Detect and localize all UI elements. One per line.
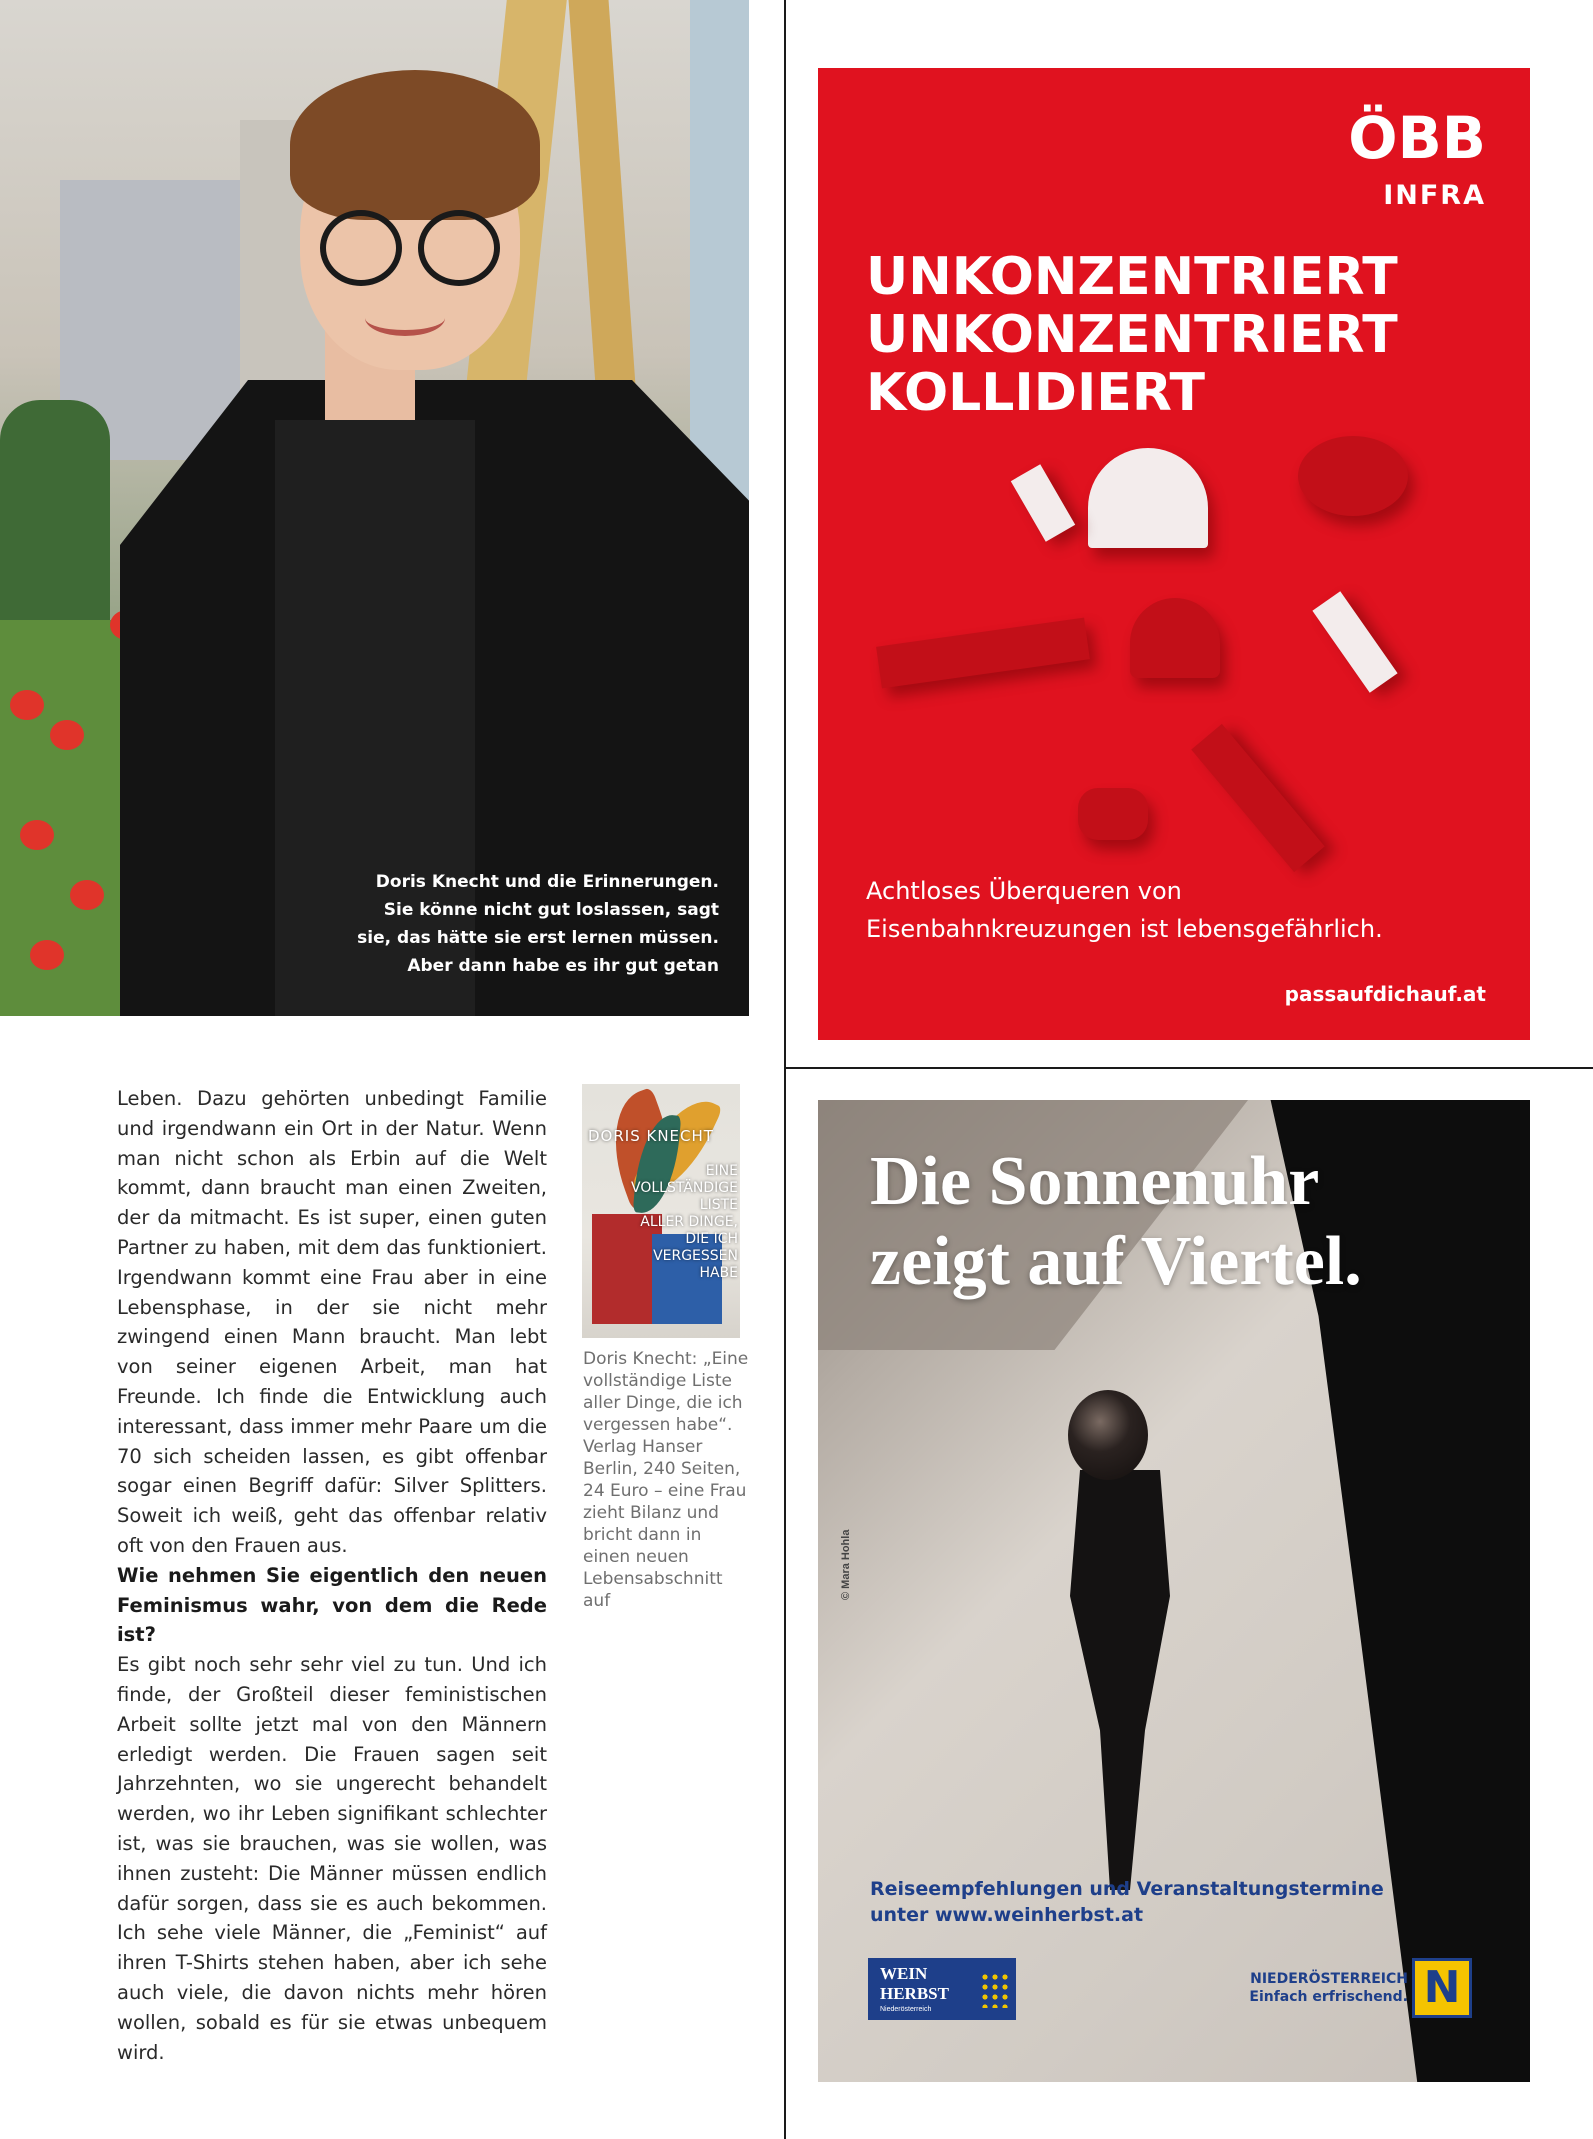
book-cover-text <box>588 1128 738 1282</box>
subline-line: Achtloses Überqueren von <box>866 877 1182 905</box>
flower <box>50 720 84 750</box>
headline-line: UNKONZENTRIERT <box>866 305 1398 365</box>
info-link[interactable]: unter www.weinherbst.at <box>870 1904 1144 1926</box>
region-logo: N <box>1412 1958 1472 2018</box>
weinherbst-advertisement[interactable] <box>818 1100 1530 2082</box>
portrait-photo <box>0 0 749 1016</box>
headline-line: Die Sonnenuhr <box>870 1143 1320 1220</box>
flower <box>10 690 44 720</box>
toy-block <box>1298 436 1408 516</box>
region-label <box>1228 1970 1408 2006</box>
sundial-ball <box>1068 1390 1148 1480</box>
book-cover <box>582 1084 740 1338</box>
weinherbst-headline <box>870 1142 1362 1302</box>
article-body <box>117 1084 547 2067</box>
photo-credit: © Mara Hohla <box>840 1529 852 1600</box>
person-smile <box>365 300 445 336</box>
headline-line: KOLLIDIERT <box>866 363 1205 423</box>
weinherbst-info[interactable] <box>870 1876 1384 1928</box>
person-hair <box>290 70 540 220</box>
flower <box>20 820 54 850</box>
book-cover-title-line: DIE ICH <box>685 1231 738 1247</box>
toy-block <box>1078 788 1148 840</box>
logo-line: WEIN <box>880 1964 928 1983</box>
caption-line: Aber dann habe es ihr gut getan <box>407 956 719 976</box>
book-cover-title-line: ALLER DINGE, <box>640 1214 738 1230</box>
bottle-shadow <box>1070 1470 1170 1890</box>
flower <box>30 940 64 970</box>
grape-icon <box>980 1972 1008 2008</box>
caption-line: Doris Knecht und die Erinnerungen. <box>375 872 719 892</box>
flower <box>70 880 104 910</box>
book-cover-title-line: VERGESSEN <box>653 1248 738 1264</box>
headline-line: zeigt auf Viertel. <box>870 1223 1362 1300</box>
logo-line: Niederösterreich <box>880 2006 932 2013</box>
glasses-icon <box>320 210 402 286</box>
obb-infra-label: INFRA <box>1383 180 1486 211</box>
logo-line: HERBST <box>880 1984 949 2003</box>
obb-url-link[interactable]: passaufdichauf.at <box>1284 982 1486 1006</box>
book-cover-title-line: LISTE <box>699 1197 738 1213</box>
region-slogan: Einfach erfrischend. <box>1249 1989 1408 2005</box>
toy-block <box>1011 464 1075 542</box>
info-line: Reiseempfehlungen und Veranstaltungstermine <box>870 1878 1384 1900</box>
weinherbst-logo <box>868 1958 1016 2020</box>
obb-subline <box>866 872 1383 948</box>
glasses-icon <box>418 210 500 286</box>
article-paragraph: Es gibt noch sehr sehr viel zu tun. Und ich finde, der Großteil dieser feministischen Arbeit sollte jetzt mal von den Männern erledigt werden. Die Frauen sagen seit Jahrzehnten, wo sie ungerecht behandelt werden, wo ihr Leben signifikant schlechter ist, was sie brauchen, was sie wollen, was ihnen zusteht: Die Männer müssen endlich dafür sorgen, dass sie es auch bekommen. Ich sehe viele Männer, die „Feminist“ auf ihren T-Shirts stehen haben, aber ich sehe auch viele, die davon nichts mehr hören wollen, sobald es für sie etwas unbequem wird. <box>117 1653 547 2064</box>
toy-block <box>1130 598 1220 678</box>
background-hedge <box>0 400 110 640</box>
book-caption: Doris Knecht: „Eine vollständige Liste aller Dinge, die ich vergessen habe“. Verlag Hanser Berlin, 240 Seiten, 24 Euro – eine Frau zieht Bilanz und bricht dann in einen neuen Lebensabschnitt auf <box>583 1349 749 1611</box>
photo-caption <box>289 868 719 980</box>
headline-line: UNKONZENTRIERT <box>866 247 1398 307</box>
obb-advertisement[interactable] <box>818 68 1530 1040</box>
toy-block <box>876 618 1090 689</box>
obb-headline <box>866 248 1398 422</box>
region-name: NIEDERÖSTERREICH <box>1250 1971 1408 1987</box>
obb-logo: ÖBB <box>1348 104 1486 172</box>
book-cover-title-line: HABE <box>699 1265 738 1281</box>
column-divider-vertical <box>784 0 786 2139</box>
toy-block <box>1088 448 1208 548</box>
book-cover-title-line: EINE <box>705 1163 738 1179</box>
book-cover-title-line: VOLLSTÄNDIGE <box>631 1180 738 1196</box>
subline-line: Eisenbahnkreuzungen ist lebensgefährlich. <box>866 915 1383 943</box>
article-paragraph: Leben. Dazu gehörten unbedingt Familie und irgendwann ein Ort in der Natur. Wenn man nicht schon als Erbin auf die Welt kommt, dann braucht man einen Zweiten, der da mitmacht. Es ist super, einen guten Partner zu haben, mit dem das funktioniert. Irgendwann kommt eine Frau aber in eine Lebensphase, in der sie nicht mehr zwingend einen Mann braucht. Man lebt von seiner eigenen Arbeit, man hat Freunde. Ich finde die Entwicklung auch interessant, dass immer mehr Paare um die 70 sich scheiden lassen, es gibt offenbar sogar einen Begriff dafür: Silver Splitters. Soweit ich weiß, geht das offenbar relativ oft von den Frauen aus. <box>117 1087 547 1557</box>
book-cover-author: DORIS KNECHT <box>588 1127 714 1145</box>
toy-block <box>1191 724 1324 872</box>
column-divider-horizontal <box>786 1067 1593 1069</box>
caption-line: sie, das hätte sie erst lernen müssen. <box>357 928 719 948</box>
caption-line: Sie könne nicht gut loslassen, sagt <box>383 900 719 920</box>
interview-question: Wie nehmen Sie eigentlich den neuen Feminismus wahr, von dem die Rede ist? <box>117 1563 547 1647</box>
toy-block <box>1312 591 1397 692</box>
